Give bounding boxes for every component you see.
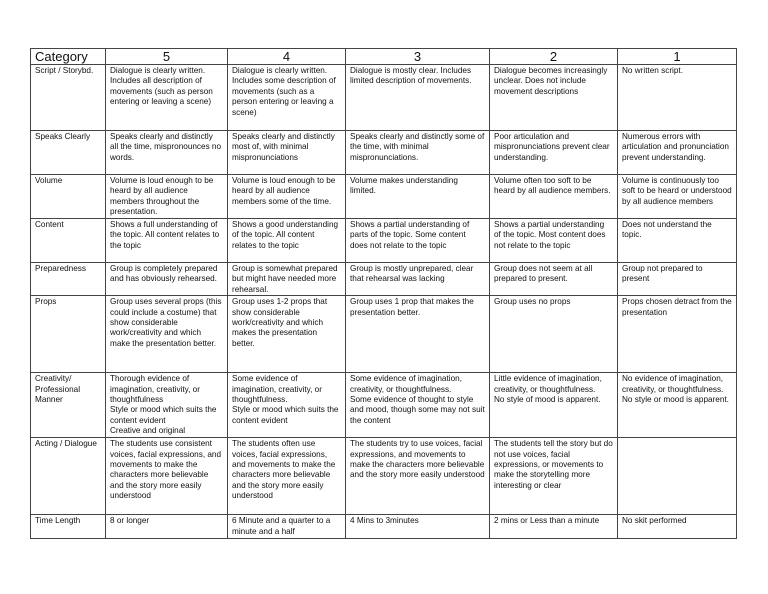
criteria-cell: Dialogue is clearly written. Includes all description of movements (such as person entering or leaving a scene) (106, 65, 228, 131)
category-cell: Content (31, 219, 106, 263)
category-cell: Preparedness (31, 263, 106, 296)
criteria-cell: Group is completely prepared and has obviously rehearsed. (106, 263, 228, 296)
criteria-cell: Volume makes understanding limited. (346, 175, 490, 219)
criteria-cell: Speaks clearly and distinctly all the time, mispronounces no words. (106, 131, 228, 175)
criteria-cell: Shows a partial understanding of parts of the topic. Some content does not relate to the topic (346, 219, 490, 263)
criteria-cell: Group uses 1-2 props that show considerable work/creativity and which makes the presentation better. (228, 296, 346, 373)
criteria-cell: Group not prepared to present (618, 263, 737, 296)
criteria-cell: Shows a good understanding of the topic. All content relates to the topic (228, 219, 346, 263)
criteria-cell: 2 mins or Less than a minute (490, 515, 618, 539)
category-cell: Props (31, 296, 106, 373)
header-score-1: 1 (618, 49, 737, 65)
criteria-cell: Dialogue becomes increasingly unclear. Does not include movement descriptions (490, 65, 618, 131)
criteria-cell: The students try to use voices, facial expressions, and movements to make the characters more believable and the story more easily understood (346, 438, 490, 515)
criteria-cell: Little evidence of imagination, creativity, or thoughtfulness. No style of mood is apparent. (490, 373, 618, 438)
criteria-cell: Group uses several props (this could include a costume) that show considerable work/creativity and which make the presentation better. (106, 296, 228, 373)
criteria-cell: Props chosen detract from the presentation (618, 296, 737, 373)
criteria-cell: Dialogue is mostly clear. Includes limited description of movements. (346, 65, 490, 131)
criteria-cell: Some evidence of imagination, creativity, or thoughtfulness. Some evidence of thought to style and mood, though some may not suit the content (346, 373, 490, 438)
table-row (31, 65, 737, 131)
criteria-cell: Group uses 1 prop that makes the presentation better. (346, 296, 490, 373)
criteria-cell: 8 or longer (106, 515, 228, 539)
criteria-cell: 4 Mins to 3minutes (346, 515, 490, 539)
criteria-cell: Shows a partial understanding of the topic. Most content does not relate to the topic (490, 219, 618, 263)
criteria-cell: Volume often too soft to be heard by all audience members. (490, 175, 618, 219)
criteria-cell: Group is somewhat prepared but might have needed more rehearsal. (228, 263, 346, 296)
criteria-cell: Volume is loud enough to be heard by all audience members some of the time. (228, 175, 346, 219)
header-category: Category (31, 49, 106, 65)
table-row (31, 175, 737, 219)
table-row (31, 131, 737, 175)
criteria-cell: Dialogue is clearly written. Includes some description of movements (such as a person entering or leaving a scene) (228, 65, 346, 131)
criteria-cell: Group does not seem at all prepared to present. (490, 263, 618, 296)
criteria-cell: The students tell the story but do not use voices, facial expressions, or movements to make the storytelling more interesting or clear (490, 438, 618, 515)
criteria-cell: Poor articulation and mispronunciations prevent clear understanding. (490, 131, 618, 175)
criteria-cell: Volume is loud enough to be heard by all audience members throughout the presentation. (106, 175, 228, 219)
category-cell: Acting / Dialogue (31, 438, 106, 515)
criteria-cell: Group is mostly unprepared, clear that rehearsal was lacking (346, 263, 490, 296)
criteria-cell: No written script. (618, 65, 737, 131)
header-row (31, 49, 737, 65)
category-cell: Time Length (31, 515, 106, 539)
criteria-cell: Thorough evidence of imagination, creativity, or thoughtfulness Style or mood which suits the content evident Creative and original (106, 373, 228, 438)
criteria-cell: The students use consistent voices, facial expressions, and movements to make the characters more believable and the story more easily understood (106, 438, 228, 515)
category-cell: Script / Storybd. (31, 65, 106, 131)
table-row (31, 373, 737, 438)
table-row (31, 296, 737, 373)
header-score-4: 4 (228, 49, 346, 65)
criteria-cell: Volume is continuously too soft to be heard or understood by all audience members (618, 175, 737, 219)
header-score-3: 3 (346, 49, 490, 65)
table-row (31, 515, 737, 539)
criteria-cell: Shows a full understanding of the topic. All content relates to the topic (106, 219, 228, 263)
criteria-cell: Speaks clearly and distinctly most of, with minimal mispronunciations (228, 131, 346, 175)
criteria-cell: Does not understand the topic. (618, 219, 737, 263)
table-row (31, 263, 737, 296)
category-cell: Volume (31, 175, 106, 219)
criteria-cell: 6 Minute and a quarter to a minute and a half (228, 515, 346, 539)
table-row (31, 219, 737, 263)
criteria-cell: No evidence of imagination, creativity, or thoughtfulness. No style or mood is apparent. (618, 373, 737, 438)
rubric-table (30, 48, 737, 539)
header-score-2: 2 (490, 49, 618, 65)
criteria-cell (618, 438, 737, 515)
criteria-cell: Group uses no props (490, 296, 618, 373)
table-row (31, 438, 737, 515)
criteria-cell: Numerous errors with articulation and pronunciation prevent understanding. (618, 131, 737, 175)
criteria-cell: The students often use voices, facial expressions, and movements to make the characters more believable and the story more easily understood (228, 438, 346, 515)
category-cell: Speaks Clearly (31, 131, 106, 175)
criteria-cell: Speaks clearly and distinctly some of the time, with minimal mispronunciations. (346, 131, 490, 175)
criteria-cell: Some evidence of imagination, creativity, or thoughtfulness. Style or mood which suits the content evident (228, 373, 346, 438)
header-score-5: 5 (106, 49, 228, 65)
criteria-cell: No skit performed (618, 515, 737, 539)
category-cell: Creativity/ Professional Manner (31, 373, 106, 438)
